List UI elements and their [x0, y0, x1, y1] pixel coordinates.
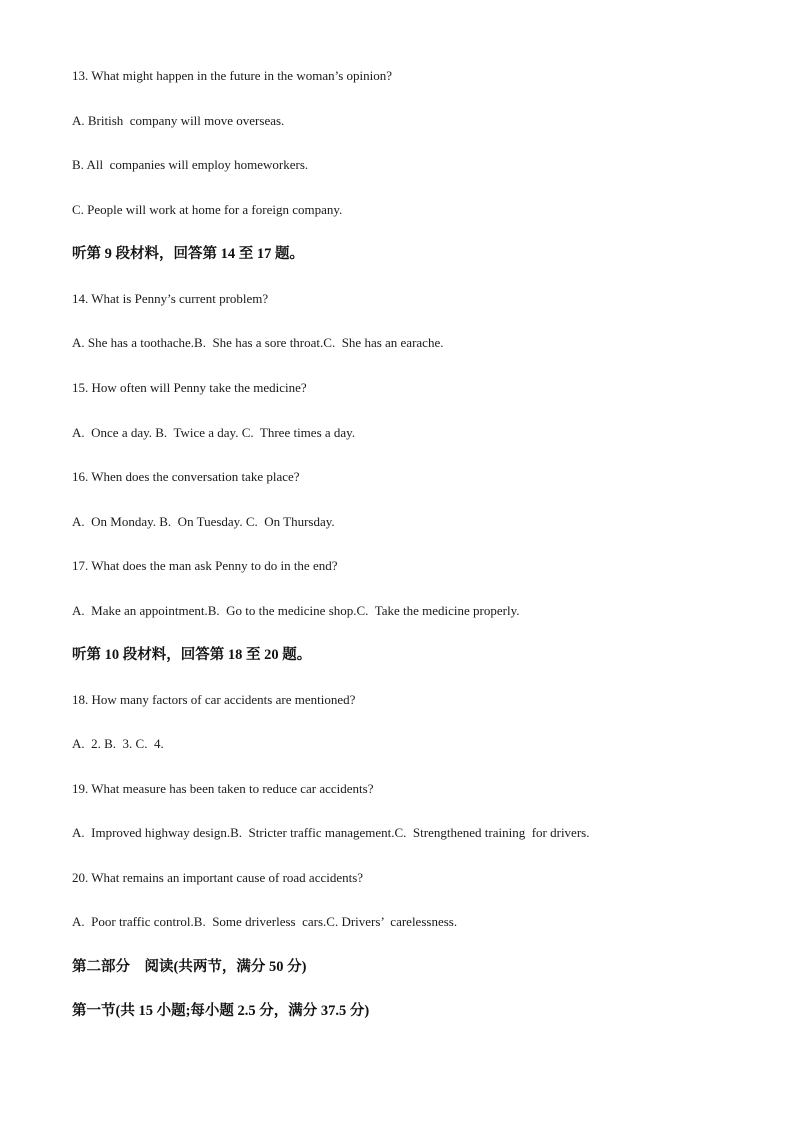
options-16: A. On Monday. B. On Tuesday. C. On Thursday.: [72, 514, 335, 529]
question-19: 19. What measure has been taken to reduce car accidents?: [72, 781, 374, 796]
question-18: 18. How many factors of car accidents are mentioned?: [72, 692, 356, 707]
section-heading-part-9: 听第 9 段材料，回答第 14 至 17 题。: [72, 246, 304, 262]
option-13-a: A. British company will move overseas.: [72, 113, 285, 128]
section-heading-part-10: 听第 10 段材料，回答第 18 至 20 题。: [72, 647, 312, 663]
section-one-heading: 第一节(共 15 小题;每小题 2.5 分，满分 37.5 分): [72, 1003, 370, 1019]
options-19: A. Improved highway design.B. Stricter traffic management.C. Strengthened training for drivers.: [72, 825, 590, 840]
options-15: A. Once a day. B. Twice a day. C. Three times a day.: [72, 425, 356, 440]
question-14: 14. What is Penny’s current problem?: [72, 291, 269, 306]
question-20: 20. What remains an important cause of road accidents?: [72, 870, 364, 885]
option-13-c: C. People will work at home for a foreign company.: [72, 202, 343, 217]
part-two-heading: 第二部分 阅读(共两节，满分 50 分): [72, 959, 307, 975]
options-14: A. She has a toothache.B. She has a sore throat.C. She has an earache.: [72, 335, 444, 350]
question-16: 16. When does the conversation take place?: [72, 469, 300, 484]
options-17: A. Make an appointment.B. Go to the medicine shop.C. Take the medicine properly.: [72, 603, 520, 618]
question-13: 13. What might happen in the future in the woman’s opinion?: [72, 68, 393, 83]
options-20: A. Poor traffic control.B. Some driverless cars.C. Drivers’ carelessness.: [72, 914, 458, 929]
options-18: A. 2. B. 3. C. 4.: [72, 736, 164, 751]
option-13-b: B. All companies will employ homeworkers.: [72, 157, 309, 172]
question-15: 15. How often will Penny take the medicine?: [72, 380, 307, 395]
question-17: 17. What does the man ask Penny to do in the end?: [72, 558, 338, 573]
